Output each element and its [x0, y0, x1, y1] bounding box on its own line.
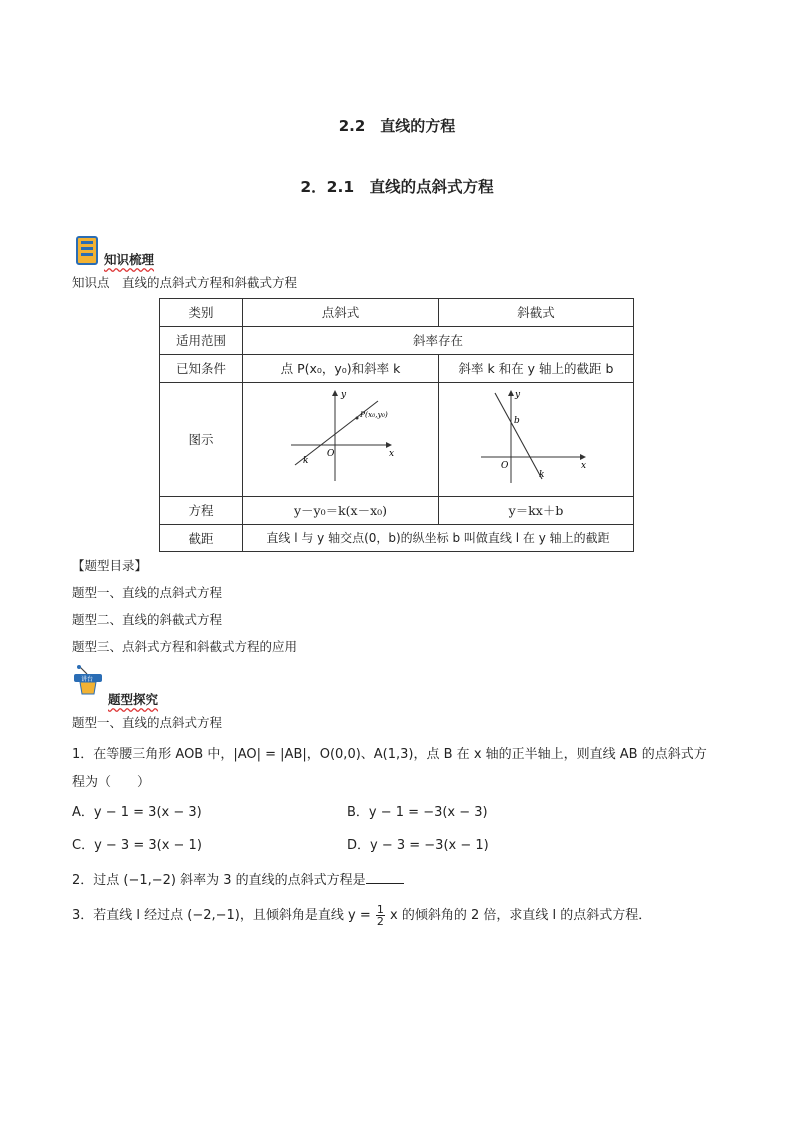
k-label: k — [303, 456, 309, 466]
row-label: 方程 — [160, 497, 243, 525]
point-slope-figure — [243, 383, 438, 493]
type1-heading: 题型一、直线的点斜式方程 — [72, 715, 223, 730]
row-label: 截距 — [160, 525, 243, 552]
table-header-cell: 斜截式 — [439, 299, 634, 327]
catalog-item: 题型二、直线的斜截式方程 — [72, 612, 223, 627]
option-d: D．y − 3 = −3(x − 1) — [347, 838, 489, 853]
question-2 — [72, 869, 404, 888]
b-label: b — [514, 416, 520, 426]
lectern-icon — [72, 664, 108, 696]
option-a: A．y − 1 = 3(x − 3) — [72, 805, 202, 820]
question-1-stem: 1．在等腰三角形 AOB 中，|AO| = |AB|，O(0,0)、A(1,3)，点 B 在 x 轴的正半轴上，则直线 AB 的点斜式方 — [72, 747, 707, 762]
row-label: 已知条件 — [160, 355, 243, 383]
x-label: x — [389, 449, 395, 459]
knowledge-table — [159, 298, 634, 552]
table-cell: 斜率 k 和在 y 轴上的截距 b — [439, 355, 634, 383]
question-1-stem-cont: 程为（ ） — [72, 775, 151, 790]
catalog-item: 题型三、点斜式方程和斜截式方程的应用 — [72, 639, 298, 654]
y-label: y — [515, 390, 521, 400]
origin-label: O — [501, 461, 509, 471]
table-header-cell: 点斜式 — [243, 299, 439, 327]
table-header-cell: 类别 — [160, 299, 243, 327]
y-label: y — [341, 390, 347, 400]
p-label: P(x₀,y₀) — [360, 410, 388, 419]
fraction-denominator: 2 — [376, 915, 384, 928]
row-label: 图示 — [160, 383, 243, 497]
table-cell: y－y₀＝k(x－x₀) — [243, 497, 439, 525]
table-row — [160, 525, 634, 552]
catalog-item: 题型一、直线的点斜式方程 — [72, 585, 223, 600]
subsection-title: 2．2.1 直线的点斜式方程 — [300, 178, 494, 196]
book-icon — [76, 236, 100, 266]
table-cell: 斜率存在 — [243, 327, 634, 355]
knowledge-point-label: 知识点 直线的点斜式方程和斜截式方程 — [72, 275, 298, 290]
question-2-text: 2．过点 (−1,−2) 斜率为 3 的直线的点斜式方程是 — [72, 873, 366, 888]
point-slope-figure-cell — [243, 383, 439, 497]
table-row — [160, 355, 634, 383]
option-c: C．y − 3 = 3(x − 1) — [72, 838, 202, 853]
question-3-text-b: x 的倾斜角的 2 倍，求直线 l 的点斜式方程． — [390, 908, 652, 923]
table-row — [160, 383, 634, 497]
answer-blank — [366, 871, 404, 884]
point-p — [356, 417, 359, 420]
knowledge-header: 知识梳理 — [104, 252, 155, 267]
slope-intercept-figure-cell — [439, 383, 634, 497]
table-cell: 点 P(x₀，y₀)和斜率 k — [243, 355, 439, 383]
table-row — [160, 327, 634, 355]
question-3-text-a: 3．若直线 l 经过点 (−2,−1)，且倾斜角是直线 y = — [72, 908, 371, 923]
option-b: B．y − 1 = −3(x − 3) — [347, 805, 488, 820]
k-label: k — [539, 470, 545, 480]
section-title: 2.2 直线的方程 — [338, 117, 456, 135]
explore-header: 题型探究 — [108, 692, 159, 707]
fraction-numerator: 1 — [376, 903, 384, 916]
lectern-badge: 讲台 — [81, 676, 94, 683]
table-cell: y＝kx＋b — [439, 497, 634, 525]
question-3 — [72, 904, 651, 927]
table-cell: 直线 l 与 y 轴交点(0，b)的纵坐标 b 叫做直线 l 在 y 轴上的截距 — [243, 525, 634, 552]
slope-intercept-figure — [439, 383, 633, 493]
catalog-header: 【题型目录】 — [72, 558, 148, 573]
fraction — [376, 904, 385, 927]
table-row — [160, 497, 634, 525]
table-header-row — [160, 299, 634, 327]
origin-label: O — [327, 449, 335, 459]
x-label: x — [581, 461, 587, 471]
row-label: 适用范围 — [160, 327, 243, 355]
